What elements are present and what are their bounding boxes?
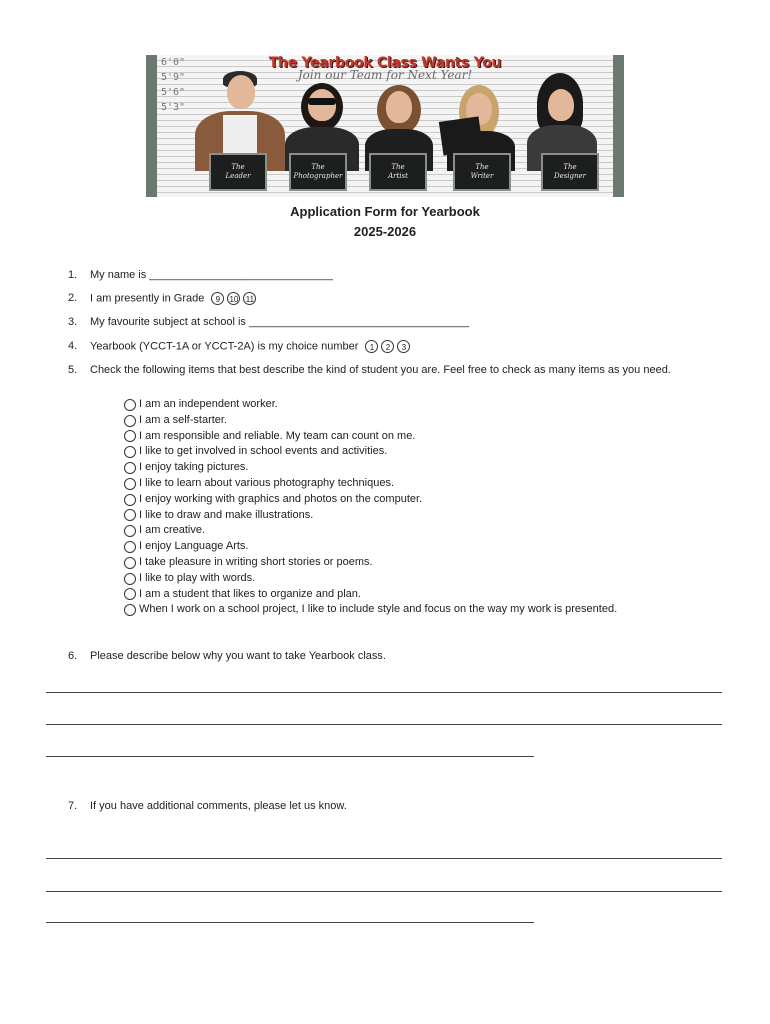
comment-line[interactable] — [46, 858, 722, 859]
radio-circle[interactable] — [124, 430, 136, 442]
checklist-item[interactable]: I like to learn about various photography techniques. — [124, 476, 617, 492]
yearbook-banner — [146, 55, 624, 197]
question-7: 7. If you have additional comments, please let us know. — [68, 800, 347, 812]
radio-circle[interactable] — [124, 604, 136, 616]
form-title: Application Form for Yearbook — [290, 204, 480, 219]
banner-subtitle: Join our Team for Next Year! — [297, 68, 473, 82]
radio-circle[interactable] — [124, 415, 136, 427]
checklist — [124, 397, 617, 618]
radio-circle[interactable] — [124, 588, 136, 600]
banner-title: The Yearbook Class Wants You — [268, 55, 502, 71]
checklist-item[interactable]: I enjoy taking pictures. — [124, 460, 617, 476]
radio-circle[interactable] — [124, 541, 136, 553]
question-1: 1. My name is ______________________________ — [68, 269, 333, 281]
role-card-photographer: The Photographer — [289, 153, 347, 191]
checklist-item[interactable]: I am a student that likes to organize and plan. — [124, 587, 617, 603]
subject-blank[interactable]: ____________________________________ — [248, 316, 470, 328]
role-card-writer: The Writer — [453, 153, 511, 191]
checklist-item[interactable]: I like to get involved in school events and activities. — [124, 444, 617, 460]
question-5: 5. Check the following items that best describe the kind of student you are. Feel free to check as many items as you need. — [68, 364, 671, 376]
checklist-item[interactable]: I enjoy Language Arts. — [124, 539, 617, 555]
answer-line[interactable] — [46, 756, 534, 757]
choice-option-2[interactable]: 2 — [381, 340, 394, 353]
question-3: 3. My favourite subject at school is ____________________________________ — [68, 316, 470, 328]
checklist-item[interactable]: I like to play with words. — [124, 571, 617, 587]
checklist-item[interactable]: I am an independent worker. — [124, 397, 617, 413]
choice-option-1[interactable]: 1 — [365, 340, 378, 353]
radio-circle[interactable] — [124, 573, 136, 585]
grade-option-9[interactable]: 9 — [211, 292, 224, 305]
answer-line[interactable] — [46, 692, 722, 693]
name-blank[interactable]: ______________________________ — [149, 269, 333, 281]
grade-option-11[interactable]: 11 — [243, 292, 256, 305]
checklist-item[interactable]: I like to draw and make illustrations. — [124, 508, 617, 524]
role-card-designer: The Designer — [541, 153, 599, 191]
comment-line[interactable] — [46, 891, 722, 892]
checklist-item[interactable]: I am responsible and reliable. My team can count on me. — [124, 429, 617, 445]
radio-circle[interactable] — [124, 525, 136, 537]
radio-circle[interactable] — [124, 462, 136, 474]
height-mark: 5'6" — [161, 87, 186, 98]
radio-circle[interactable] — [124, 509, 136, 521]
radio-circle[interactable] — [124, 494, 136, 506]
grade-option-10[interactable]: 10 — [227, 292, 240, 305]
radio-circle[interactable] — [124, 399, 136, 411]
checklist-item[interactable]: I am creative. — [124, 523, 617, 539]
answer-line[interactable] — [46, 724, 722, 725]
checklist-item[interactable]: I am a self-starter. — [124, 413, 617, 429]
role-card-leader: The Leader — [209, 153, 267, 191]
checklist-item[interactable]: I enjoy working with graphics and photos on the computer. — [124, 492, 617, 508]
radio-circle[interactable] — [124, 557, 136, 569]
height-mark: 5'9" — [161, 72, 186, 83]
height-mark: 6'0" — [161, 57, 186, 68]
height-mark: 5'3" — [161, 102, 186, 113]
radio-circle[interactable] — [124, 478, 136, 490]
radio-circle[interactable] — [124, 446, 136, 458]
choice-option-3[interactable]: 3 — [397, 340, 410, 353]
question-4: 4. Yearbook (YCCT-1A or YCCT-2A) is my choice number 1 2 3 — [68, 340, 413, 353]
form-year: 2025-2026 — [353, 224, 417, 239]
role-card-artist: The Artist — [369, 153, 427, 191]
checklist-item[interactable]: I take pleasure in writing short stories or poems. — [124, 555, 617, 571]
question-6: 6. Please describe below why you want to take Yearbook class. — [68, 650, 386, 662]
question-2: 2. I am presently in Grade 9 10 11 — [68, 292, 259, 305]
comment-line[interactable] — [46, 922, 534, 923]
checklist-item[interactable]: When I work on a school project, I like to include style and focus on the way my work is presented. — [124, 602, 617, 618]
